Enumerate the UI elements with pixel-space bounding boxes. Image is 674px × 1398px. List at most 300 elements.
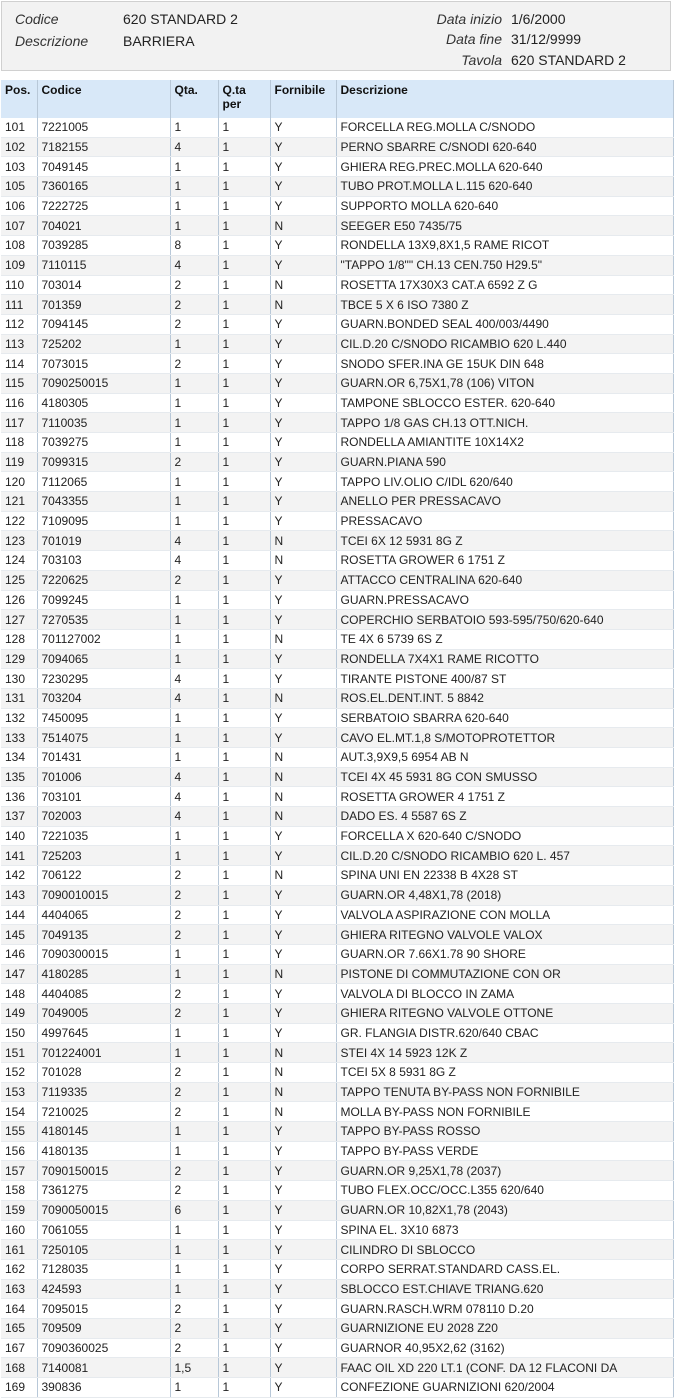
cell-qta: 2	[170, 905, 218, 925]
cell-codice: 701019	[37, 531, 170, 551]
cell-qta-per: 1	[218, 275, 270, 295]
cell-descrizione: GR. FLANGIA DISTR.620/640 CBAC	[336, 1023, 673, 1043]
cell-fornibile: Y	[270, 1200, 336, 1220]
cell-qta: 4	[170, 767, 218, 787]
cell-codice: 7230295	[37, 669, 170, 689]
cell-pos: 147	[1, 964, 37, 984]
cell-pos: 169	[1, 1378, 37, 1398]
table-row[interactable]	[1, 511, 673, 531]
table-row[interactable]	[1, 944, 673, 964]
cell-qta: 1	[170, 1043, 218, 1063]
cell-fornibile: Y	[270, 157, 336, 177]
cell-fornibile: Y	[270, 472, 336, 492]
cell-qta: 1	[170, 492, 218, 512]
cell-qta-per: 1	[218, 708, 270, 728]
cell-pos: 156	[1, 1141, 37, 1161]
cell-fornibile: Y	[270, 196, 336, 216]
cell-pos: 106	[1, 196, 37, 216]
cell-codice: 701028	[37, 1063, 170, 1083]
cell-codice: 4404065	[37, 905, 170, 925]
cell-descrizione: CAVO EL.MT.1,8 S/MOTOPROTETTOR	[336, 728, 673, 748]
cell-descrizione: ROS.EL.DENT.INT. 5 8842	[336, 688, 673, 708]
cell-qta-per: 1	[218, 610, 270, 630]
cell-fornibile: N	[270, 1082, 336, 1102]
table-row[interactable]	[1, 1161, 673, 1181]
column-header-qta[interactable]: Qta.	[170, 80, 218, 118]
cell-descrizione: ANELLO PER PRESSACAVO	[336, 492, 673, 512]
cell-qta-per: 1	[218, 472, 270, 492]
cell-codice: 704021	[37, 216, 170, 236]
table-row[interactable]	[1, 925, 673, 945]
cell-descrizione: GUARN.OR 10,82X1,78 (2043)	[336, 1200, 673, 1220]
cell-fornibile: N	[270, 866, 336, 886]
cell-qta: 1,5	[170, 1358, 218, 1378]
table-row[interactable]	[1, 137, 673, 157]
table-row[interactable]	[1, 610, 673, 630]
table-row[interactable]	[1, 1082, 673, 1102]
data-inizio-label: Data inizio	[436, 11, 502, 27]
cell-qta-per: 1	[218, 964, 270, 984]
cell-codice: 4997645	[37, 1023, 170, 1043]
cell-descrizione: SNODO SFER.INA GE 15UK DIN 648	[336, 354, 673, 374]
cell-qta-per: 1	[218, 1338, 270, 1358]
cell-qta-per: 1	[218, 944, 270, 964]
cell-codice: 703101	[37, 787, 170, 807]
cell-fornibile: Y	[270, 885, 336, 905]
cell-qta: 1	[170, 629, 218, 649]
cell-qta: 2	[170, 1338, 218, 1358]
table-row[interactable]	[1, 1003, 673, 1023]
cell-descrizione: TUBO FLEX.OCC/OCC.L355 620/640	[336, 1181, 673, 1201]
cell-codice: 7110035	[37, 413, 170, 433]
cell-descrizione: TBCE 5 X 6 ISO 7380 Z	[336, 295, 673, 315]
cell-fornibile: Y	[270, 1358, 336, 1378]
table-row[interactable]	[1, 1358, 673, 1378]
cell-pos: 141	[1, 846, 37, 866]
column-header-qta-per[interactable]: Q.ta per	[218, 80, 270, 118]
cell-qta: 4	[170, 787, 218, 807]
table-row[interactable]	[1, 236, 673, 256]
cell-codice: 7250105	[37, 1240, 170, 1260]
cell-qta-per: 1	[218, 295, 270, 315]
cell-qta-per: 1	[218, 393, 270, 413]
cell-pos: 114	[1, 354, 37, 374]
cell-codice: 4180145	[37, 1122, 170, 1142]
cell-qta-per: 1	[218, 728, 270, 748]
cell-fornibile: Y	[270, 118, 336, 137]
cell-qta: 2	[170, 1318, 218, 1338]
cell-fornibile: Y	[270, 1161, 336, 1181]
descrizione-label: Descrizione	[15, 33, 89, 49]
cell-qta-per: 1	[218, 787, 270, 807]
table-row[interactable]	[1, 275, 673, 295]
cell-codice: 7220625	[37, 570, 170, 590]
table-row[interactable]	[1, 1259, 673, 1279]
cell-pos: 150	[1, 1023, 37, 1043]
table-row[interactable]	[1, 1378, 673, 1398]
cell-qta-per: 1	[218, 1358, 270, 1378]
cell-qta-per: 1	[218, 629, 270, 649]
cell-descrizione: PERNO SBARRE C/SNODI 620-640	[336, 137, 673, 157]
column-header-pos[interactable]: Pos.	[1, 80, 37, 118]
cell-pos: 123	[1, 531, 37, 551]
cell-codice: 7061055	[37, 1220, 170, 1240]
cell-qta-per: 1	[218, 373, 270, 393]
column-header-descrizione[interactable]: Descrizione	[336, 80, 673, 118]
table-row[interactable]	[1, 177, 673, 197]
cell-fornibile: Y	[270, 1279, 336, 1299]
cell-codice: 7049135	[37, 925, 170, 945]
cell-fornibile: Y	[270, 1299, 336, 1319]
table-row[interactable]	[1, 314, 673, 334]
table-row[interactable]	[1, 590, 673, 610]
cell-qta: 1	[170, 1378, 218, 1398]
cell-descrizione: RONDELLA 13X9,8X1,5 RAME RICOT	[336, 236, 673, 256]
cell-fornibile: Y	[270, 610, 336, 630]
cell-descrizione: ROSETTA GROWER 4 1751 Z	[336, 787, 673, 807]
cell-pos: 149	[1, 1003, 37, 1023]
table-row[interactable]	[1, 708, 673, 728]
table-row[interactable]	[1, 964, 673, 984]
table-row[interactable]	[1, 984, 673, 1004]
cell-fornibile: Y	[270, 925, 336, 945]
cell-qta-per: 1	[218, 157, 270, 177]
table-row[interactable]	[1, 354, 673, 374]
cell-qta-per: 1	[218, 1279, 270, 1299]
cell-codice: 7049145	[37, 157, 170, 177]
cell-qta: 4	[170, 688, 218, 708]
cell-fornibile: Y	[270, 1220, 336, 1240]
tavola-label: Tavola	[461, 52, 502, 68]
cell-descrizione: ATTACCO CENTRALINA 620-640	[336, 570, 673, 590]
table-row[interactable]	[1, 531, 673, 551]
cell-fornibile: Y	[270, 1378, 336, 1398]
cell-pos: 162	[1, 1259, 37, 1279]
cell-codice: 7109095	[37, 511, 170, 531]
cell-codice: 725202	[37, 334, 170, 354]
cell-pos: 105	[1, 177, 37, 197]
table-row[interactable]	[1, 295, 673, 315]
table-row[interactable]	[1, 393, 673, 413]
cell-descrizione: TAPPO LIV.OLIO C/IDL 620/640	[336, 472, 673, 492]
cell-pos: 129	[1, 649, 37, 669]
table-row[interactable]	[1, 118, 673, 137]
cell-pos: 113	[1, 334, 37, 354]
table-row[interactable]	[1, 1063, 673, 1083]
data-inizio-value: 1/6/2000	[511, 11, 566, 27]
cell-descrizione: RONDELLA 7X4X1 RAME RICOTTO	[336, 649, 673, 669]
cell-descrizione: TAPPO BY-PASS ROSSO	[336, 1122, 673, 1142]
cell-descrizione: TCEI 4X 45 5931 8G CON SMUSSO	[336, 767, 673, 787]
table-row[interactable]	[1, 1240, 673, 1260]
table-row[interactable]	[1, 1338, 673, 1358]
cell-codice: 7140081	[37, 1358, 170, 1378]
table-row[interactable]	[1, 157, 673, 177]
cell-codice: 703014	[37, 275, 170, 295]
cell-qta: 4	[170, 807, 218, 827]
cell-qta: 2	[170, 354, 218, 374]
cell-qta: 2	[170, 1181, 218, 1201]
cell-pos: 121	[1, 492, 37, 512]
cell-codice: 7090360025	[37, 1338, 170, 1358]
cell-qta-per: 1	[218, 334, 270, 354]
cell-qta-per: 1	[218, 1259, 270, 1279]
cell-pos: 127	[1, 610, 37, 630]
cell-fornibile: Y	[270, 236, 336, 256]
cell-codice: 706122	[37, 866, 170, 886]
cell-codice: 7182155	[37, 137, 170, 157]
table-row[interactable]	[1, 866, 673, 886]
cell-qta-per: 1	[218, 826, 270, 846]
cell-fornibile: Y	[270, 511, 336, 531]
cell-qta-per: 1	[218, 649, 270, 669]
cell-descrizione: CIL.D.20 C/SNODO RICAMBIO 620 L.440	[336, 334, 673, 354]
table-row[interactable]	[1, 570, 673, 590]
cell-qta-per: 1	[218, 984, 270, 1004]
cell-pos: 160	[1, 1220, 37, 1240]
column-header-fornibile[interactable]: Fornibile	[270, 80, 336, 118]
codice-value: 620 STANDARD 2	[123, 11, 238, 27]
cell-descrizione: SUPPORTO MOLLA 620-640	[336, 196, 673, 216]
cell-codice: 7090300015	[37, 944, 170, 964]
table-row[interactable]	[1, 373, 673, 393]
cell-fornibile: Y	[270, 373, 336, 393]
table-row[interactable]	[1, 885, 673, 905]
cell-codice: 7090150015	[37, 1161, 170, 1181]
table-row[interactable]	[1, 905, 673, 925]
cell-codice: 7514075	[37, 728, 170, 748]
cell-descrizione: SEEGER E50 7435/75	[336, 216, 673, 236]
table-row[interactable]	[1, 472, 673, 492]
cell-codice: 701359	[37, 295, 170, 315]
cell-descrizione: GUARN.OR 9,25X1,78 (2037)	[336, 1161, 673, 1181]
cell-qta: 1	[170, 1220, 218, 1240]
table-row[interactable]	[1, 787, 673, 807]
cell-qta-per: 1	[218, 1122, 270, 1142]
cell-qta: 1	[170, 944, 218, 964]
cell-pos: 126	[1, 590, 37, 610]
cell-pos: 159	[1, 1200, 37, 1220]
cell-codice: 424593	[37, 1279, 170, 1299]
cell-codice: 390836	[37, 1378, 170, 1398]
cell-fornibile: Y	[270, 1023, 336, 1043]
cell-fornibile: N	[270, 216, 336, 236]
table-row[interactable]	[1, 1102, 673, 1122]
cell-descrizione: SBLOCCO EST.CHIAVE TRIANG.620	[336, 1279, 673, 1299]
cell-pos: 168	[1, 1358, 37, 1378]
table-row[interactable]	[1, 1181, 673, 1201]
cell-fornibile: Y	[270, 314, 336, 334]
cell-descrizione: TE 4X 6 5739 6S Z	[336, 629, 673, 649]
cell-descrizione: FORCELLA X 620-640 C/SNODO	[336, 826, 673, 846]
cell-pos: 157	[1, 1161, 37, 1181]
cell-pos: 167	[1, 1338, 37, 1358]
cell-fornibile: N	[270, 688, 336, 708]
cell-pos: 143	[1, 885, 37, 905]
cell-fornibile: Y	[270, 413, 336, 433]
cell-qta-per: 1	[218, 196, 270, 216]
table-row[interactable]	[1, 216, 673, 236]
cell-qta-per: 1	[218, 1161, 270, 1181]
table-row[interactable]	[1, 846, 673, 866]
cell-pos: 163	[1, 1279, 37, 1299]
table-row[interactable]	[1, 1200, 673, 1220]
cell-qta: 2	[170, 866, 218, 886]
cell-qta: 1	[170, 826, 218, 846]
table-row[interactable]	[1, 1023, 673, 1043]
table-row[interactable]	[1, 1122, 673, 1142]
cell-codice: 701224001	[37, 1043, 170, 1063]
cell-descrizione: VALVOLA ASPIRAZIONE CON MOLLA	[336, 905, 673, 925]
cell-pos: 108	[1, 236, 37, 256]
table-row[interactable]	[1, 767, 673, 787]
cell-qta-per: 1	[218, 905, 270, 925]
cell-pos: 134	[1, 748, 37, 768]
table-row[interactable]	[1, 826, 673, 846]
table-row[interactable]	[1, 196, 673, 216]
cell-codice: 703204	[37, 688, 170, 708]
cell-pos: 161	[1, 1240, 37, 1260]
cell-codice: 7270535	[37, 610, 170, 630]
cell-codice: 7043355	[37, 492, 170, 512]
cell-codice: 7119335	[37, 1082, 170, 1102]
table-row[interactable]	[1, 728, 673, 748]
table-row[interactable]	[1, 807, 673, 827]
cell-descrizione: CORPO SERRAT.STANDARD CASS.EL.	[336, 1259, 673, 1279]
cell-qta: 1	[170, 216, 218, 236]
table-row[interactable]	[1, 413, 673, 433]
table-row[interactable]	[1, 1220, 673, 1240]
cell-pos: 133	[1, 728, 37, 748]
table-row[interactable]	[1, 748, 673, 768]
cell-qta: 1	[170, 649, 218, 669]
table-row[interactable]	[1, 492, 673, 512]
cell-pos: 124	[1, 551, 37, 571]
table-row[interactable]	[1, 433, 673, 453]
cell-descrizione: GUARN.OR 6,75X1,78 (106) VITON	[336, 373, 673, 393]
cell-fornibile: Y	[270, 1240, 336, 1260]
cell-qta: 1	[170, 590, 218, 610]
cell-qta-per: 1	[218, 413, 270, 433]
cell-fornibile: N	[270, 748, 336, 768]
cell-fornibile: Y	[270, 1181, 336, 1201]
cell-qta-per: 1	[218, 354, 270, 374]
cell-fornibile: Y	[270, 393, 336, 413]
table-row[interactable]	[1, 452, 673, 472]
cell-qta-per: 1	[218, 433, 270, 453]
cell-qta-per: 1	[218, 885, 270, 905]
cell-codice: 4180285	[37, 964, 170, 984]
table-row[interactable]	[1, 551, 673, 571]
cell-fornibile: N	[270, 787, 336, 807]
cell-codice: 4404085	[37, 984, 170, 1004]
cell-codice: 7095015	[37, 1299, 170, 1319]
cell-descrizione: PISTONE DI COMMUTAZIONE CON OR	[336, 964, 673, 984]
table-row[interactable]	[1, 1318, 673, 1338]
cell-fornibile: Y	[270, 728, 336, 748]
cell-qta: 2	[170, 885, 218, 905]
cell-descrizione: GUARN.PRESSACAVO	[336, 590, 673, 610]
cell-qta-per: 1	[218, 1299, 270, 1319]
cell-pos: 153	[1, 1082, 37, 1102]
cell-fornibile: Y	[270, 1122, 336, 1142]
cell-codice: 7090050015	[37, 1200, 170, 1220]
cell-fornibile: Y	[270, 944, 336, 964]
cell-qta-per: 1	[218, 866, 270, 886]
cell-pos: 146	[1, 944, 37, 964]
parts-table	[1, 80, 674, 1398]
cell-descrizione: TAPPO TENUTA BY-PASS NON FORNIBILE	[336, 1082, 673, 1102]
table-row[interactable]	[1, 649, 673, 669]
cell-qta: 4	[170, 669, 218, 689]
cell-fornibile: Y	[270, 433, 336, 453]
cell-qta: 8	[170, 236, 218, 256]
cell-descrizione: TAMPONE SBLOCCO ESTER. 620-640	[336, 393, 673, 413]
cell-descrizione: "TAPPO 1/8"" CH.13 CEN.750 H29.5"	[336, 255, 673, 275]
cell-qta-per: 1	[218, 118, 270, 137]
cell-codice: 701431	[37, 748, 170, 768]
table-row[interactable]	[1, 1141, 673, 1161]
cell-codice: 709509	[37, 1318, 170, 1338]
table-row[interactable]	[1, 1279, 673, 1299]
cell-qta: 1	[170, 610, 218, 630]
cell-qta: 2	[170, 1003, 218, 1023]
cell-codice: 702003	[37, 807, 170, 827]
cell-pos: 130	[1, 669, 37, 689]
cell-qta-per: 1	[218, 1240, 270, 1260]
cell-codice: 7210025	[37, 1102, 170, 1122]
cell-qta: 1	[170, 472, 218, 492]
cell-fornibile: Y	[270, 452, 336, 472]
cell-descrizione: GHIERA RITEGNO VALVOLE OTTONE	[336, 1003, 673, 1023]
cell-qta: 1	[170, 1141, 218, 1161]
cell-pos: 155	[1, 1122, 37, 1142]
cell-qta-per: 1	[218, 688, 270, 708]
cell-qta-per: 1	[218, 492, 270, 512]
cell-fornibile: Y	[270, 669, 336, 689]
table-row[interactable]	[1, 1299, 673, 1319]
cell-pos: 154	[1, 1102, 37, 1122]
cell-qta-per: 1	[218, 1200, 270, 1220]
cell-qta: 4	[170, 137, 218, 157]
cell-qta-per: 1	[218, 1141, 270, 1161]
table-row[interactable]	[1, 1043, 673, 1063]
cell-qta: 1	[170, 964, 218, 984]
cell-pos: 122	[1, 511, 37, 531]
table-row[interactable]	[1, 255, 673, 275]
cell-qta-per: 1	[218, 590, 270, 610]
cell-qta: 4	[170, 551, 218, 571]
table-row[interactable]	[1, 688, 673, 708]
table-row[interactable]	[1, 669, 673, 689]
cell-codice: 7450095	[37, 708, 170, 728]
table-row[interactable]	[1, 334, 673, 354]
cell-descrizione: MOLLA BY-PASS NON FORNIBILE	[336, 1102, 673, 1122]
cell-qta-per: 1	[218, 570, 270, 590]
cell-codice: 7222725	[37, 196, 170, 216]
cell-descrizione: RONDELLA AMIANTITE 10X14X2	[336, 433, 673, 453]
table-row[interactable]	[1, 629, 673, 649]
cell-qta-per: 1	[218, 1023, 270, 1043]
cell-qta: 1	[170, 157, 218, 177]
cell-qta-per: 1	[218, 925, 270, 945]
cell-descrizione: CIL.D.20 C/SNODO RICAMBIO 620 L. 457	[336, 846, 673, 866]
column-header-codice[interactable]: Codice	[37, 80, 170, 118]
cell-fornibile: Y	[270, 177, 336, 197]
cell-fornibile: Y	[270, 846, 336, 866]
cell-qta: 2	[170, 452, 218, 472]
cell-descrizione: SPINA EL. 3X10 6873	[336, 1220, 673, 1240]
